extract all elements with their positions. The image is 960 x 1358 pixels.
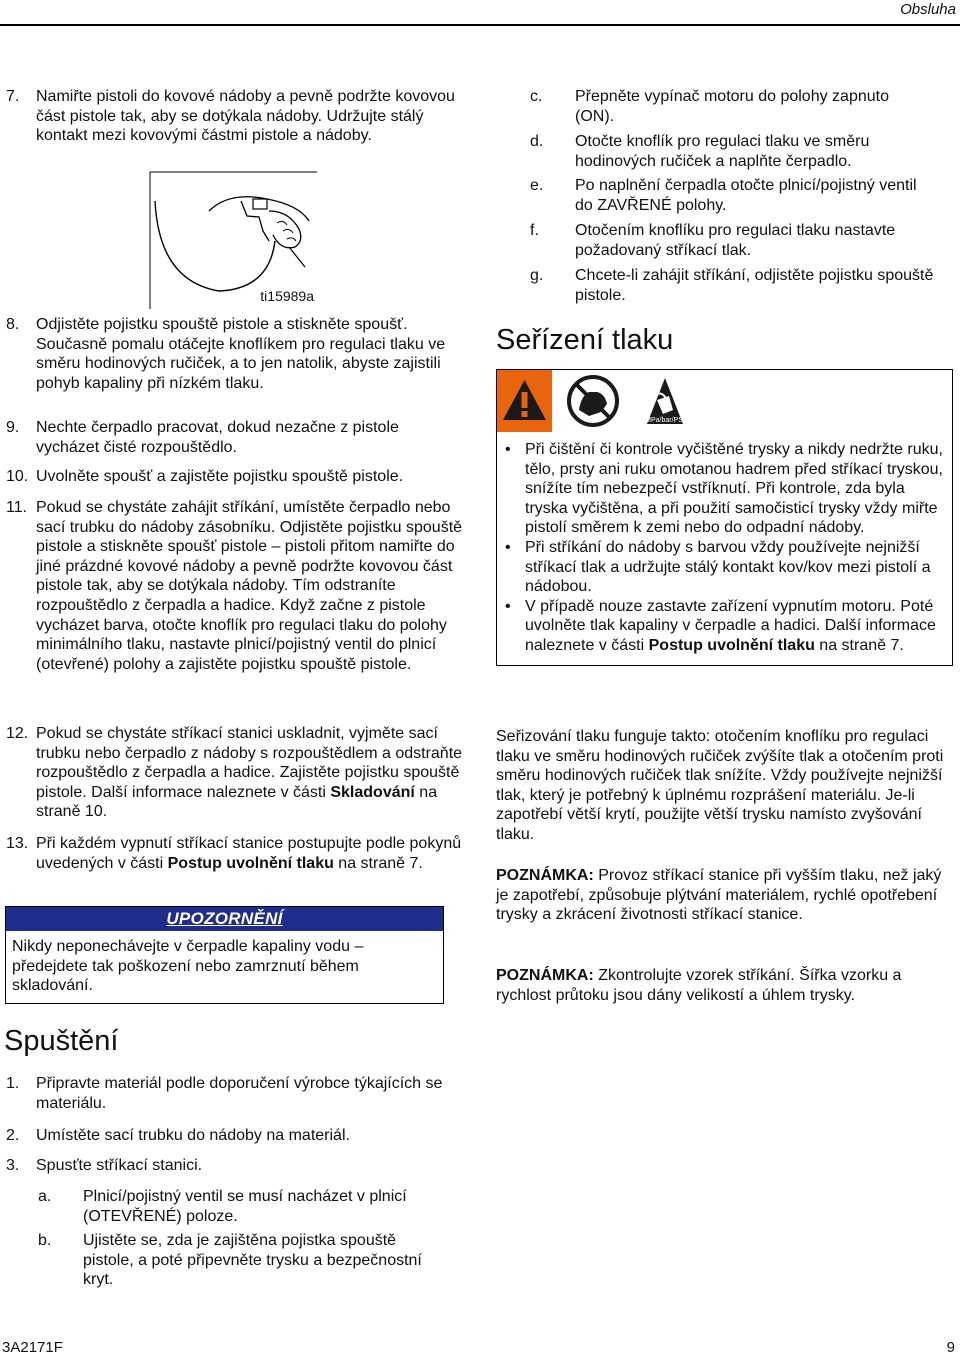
substep-letter: a. (38, 1188, 52, 1205)
step-number: 3. (6, 1157, 20, 1174)
pressure-heading: Seřízení tlaku (496, 324, 674, 356)
step-text: Připravte materiál podle doporučení výrobce týkajících se materiálu. (36, 1075, 443, 1112)
step-text: Umístěte sací trubku do nádoby na materiál. (36, 1127, 350, 1144)
bullet-icon: • (505, 597, 511, 615)
hazard-bullet (503, 597, 943, 656)
startup-substep-e (530, 176, 930, 215)
hazard-bullet (503, 440, 943, 538)
startup-heading: Spuštění (4, 1025, 119, 1057)
step-13 (6, 834, 466, 873)
note-text: Zkontrolujte vzorek stříkání. Šířka vzorku a rychlost průtoku jsou dány velikostí a úhlem trysky. (496, 967, 902, 1004)
step-text-part: Při každém vypnutí stříkací stanice postupujte podle pokynů uvedených v části (36, 835, 462, 872)
substep-letter: b. (38, 1232, 52, 1249)
substep-text: Chcete-li zahájit stříkání, odjistěte pojistku spouště pistole. (575, 267, 934, 304)
no-hand-icon (569, 377, 617, 425)
step-10 (6, 467, 466, 487)
step-7 (6, 87, 466, 146)
bullet-text: Při čištění či kontrole vyčištěné trysky a nikdy nedržte ruku, tělo, prsty ani ruku omotanou hadrem před stříkací tryskou, snížíte tím nebezpečí vstříknutí. Při kontrole, zda byla tryska vyčištěna, a při použití samočisticí trysky vždy miřte pistolí směrem k zemi nebo do odpadní nádoby. (525, 441, 943, 537)
step-8 (6, 315, 466, 393)
step-number: 2. (6, 1127, 20, 1144)
startup-step-2 (6, 1126, 466, 1146)
section-reference: Postup uvolnění tlaku (648, 636, 815, 654)
bullet-text-part: V případě nouze zastavte zařízení vypnutím motoru. Poté uvolněte tlak kapaliny v čerpadle a hadici. Další informace naleznete v části (525, 597, 936, 654)
startup-substep-d (530, 132, 930, 171)
step-9 (6, 418, 466, 457)
step-text: Uvolněte spoušť a zajistěte pojistku spouště pistole. (36, 468, 404, 485)
step-text: Odjistěte pojistku spouště pistole a stiskněte spoušť. Současně pomalu otáčejte knoflíkem pro regulaci tlaku ve směru hodinových ručiček, a to jen natolik, abyste zajistili pohyb kapaliny při nízkém tlaku. (36, 316, 446, 392)
note-label: POZNÁMKA: (496, 967, 594, 984)
bullet-text-part: na straně 7. (814, 636, 904, 654)
document-id: 3A2171F (2, 1339, 63, 1356)
substep-text: Otočením knoflíku pro regulaci tlaku nastavte požadovaný stříkací tlak. (575, 222, 896, 259)
note-2 (496, 966, 956, 1005)
step-12 (6, 724, 466, 822)
step-number: 13. (6, 835, 29, 852)
startup-substep-b (38, 1231, 428, 1290)
substep-text: Ujistěte se, zda je zajištěna pojistka spouště pistole, a poté připevněte trysku a bezpečnostní kryt. (83, 1232, 422, 1289)
step-text (36, 834, 466, 873)
startup-substep-g (530, 266, 950, 305)
substep-letter: e. (530, 177, 544, 194)
step-number: 10. (6, 468, 29, 485)
gun-in-pail-figure (149, 171, 318, 311)
pressure-paragraph: Seřizování tlaku funguje takto: otočením knoflíku pro regulaci tlaku ve směru hodinových ručiček zvýšíte tlak a otočením proti směru hodinových ručiček tlak snížíte. Vždy používejte nejnižší tlak, který je potřebný k úplnému rozprášení materiálu. Je-li zapotřebí větší krytí, použijte větší trysku namísto zvyšování tlaku. (496, 728, 944, 843)
step-text (36, 724, 466, 822)
startup-step-1 (6, 1074, 466, 1113)
step-text-part: Pokud se chystáte stříkací stanici uskladnit, vyjměte sací trubku nebo čerpadlo z nádoby s rozpouštědlem a odstraňte rozpouštědlo z čerpadla a hadice. Zajistěte pojistku spouště pistole. Další informace naleznete v části (36, 725, 463, 801)
step-text: Pokud se chystáte zahájit stříkání, umístěte čerpadlo nebo sací trubku do nádoby zásobníku. Odjistěte pojistku spouště pistole a stiskněte spoušť pistole – pistoli přitom namiřte do jiné prázdné kovové nádoby a pevně podržte kovovou část pistole tak, aby se dotýkala nádoby. Tím odstraníte rozpouštědlo z čerpadla a hadice. Když začne z pistole vycházet barva, otočte knoflík pro regulaci tlaku do polohy minimálního tlaku, nastavte plnicí/pojistný ventil do plnicí (otevřené) polohy a zajistěte pojistku spouště pistole. (36, 499, 463, 673)
substep-text: Přepněte vypínač motoru do polohy zapnuto (ON). (575, 88, 889, 125)
step-number: 9. (6, 419, 20, 436)
bullet-text: Při stříkání do nádoby s barvou vždy používejte nejnižší stříkací tlak a udržujte stálý kontakt kov/kov mezi pistolí a nádobou. (525, 538, 931, 596)
injection-hazard-box (496, 369, 953, 666)
section-reference: Postup uvolnění tlaku (167, 854, 334, 872)
hazard-bullets (503, 440, 943, 656)
caution-title: UPOZORNĚNÍ (166, 909, 283, 928)
step-text-part: na straně 7. (333, 854, 423, 872)
caution-text: Nikdy neponechávejte v čerpadle kapaliny vodu – předejdete tak poškození nebo zamrznutí během skladování. (12, 938, 364, 995)
step-number: 11. (6, 499, 28, 516)
section-reference: Skladování (330, 783, 415, 801)
header-rule (0, 24, 960, 26)
startup-substep-c (530, 87, 930, 126)
substep-letter: f. (530, 222, 539, 239)
page-number: 9 (946, 1339, 955, 1356)
hazard-bullet (503, 538, 943, 597)
bullet-icon: • (505, 538, 511, 556)
substep-text: Plnicí/pojistný ventil se musí nacházet v plnicí (OTEVŘENÉ) poloze. (83, 1188, 407, 1225)
substep-text: Po naplnění čerpadla otočte plnicí/pojistný ventil do ZAVŘENÉ polohy. (575, 177, 917, 214)
startup-substep-f (530, 221, 950, 260)
step-text: Namiřte pistoli do kovové nádoby a pevně podržte kovovou část pistole tak, aby se dotýkala nádoby. Udržujte stálý kontakt mezi kovovými částmi pistole a nádoby. (36, 88, 455, 145)
substep-letter: g. (530, 267, 544, 284)
caution-box (5, 906, 444, 1004)
substep-text: Otočte knoflík pro regulaci tlaku ve směru hodinových ručiček a naplňte čerpadlo. (575, 133, 870, 170)
step-number: 7. (6, 88, 20, 105)
step-11 (6, 498, 466, 674)
hazard-symbols (497, 370, 952, 432)
figure-id: ti15989a (260, 288, 314, 305)
caution-header (6, 907, 443, 931)
note-1 (496, 866, 948, 925)
step-text: Nechte čerpadlo pracovat, dokud nezačne z pistole vycházet čisté rozpouštědlo. (36, 419, 399, 456)
note-text: Provoz stříkací stanice při vyšším tlaku, než jaký je zapotřebí, způsobuje plýtvání materiálem, rychlé opotřebení trysky a zkrácení životnosti stříkací stanice. (496, 867, 942, 924)
note-label: POZNÁMKA: (496, 867, 594, 884)
substep-letter: c. (530, 88, 543, 105)
running-head: Obsluha (900, 1, 956, 18)
step-text-part: na straně 10. (36, 783, 438, 821)
step-number: 1. (6, 1075, 20, 1092)
startup-step-3 (6, 1156, 466, 1176)
step-number: 8. (6, 316, 20, 333)
bullet-icon: • (505, 441, 511, 458)
step-number: 12. (6, 725, 29, 742)
startup-substep-a (38, 1187, 458, 1226)
pressure-units-label: MPa/bar/PSI (645, 417, 685, 424)
step-text: Spusťte stříkací stanici. (36, 1157, 203, 1174)
substep-letter: d. (530, 133, 544, 150)
